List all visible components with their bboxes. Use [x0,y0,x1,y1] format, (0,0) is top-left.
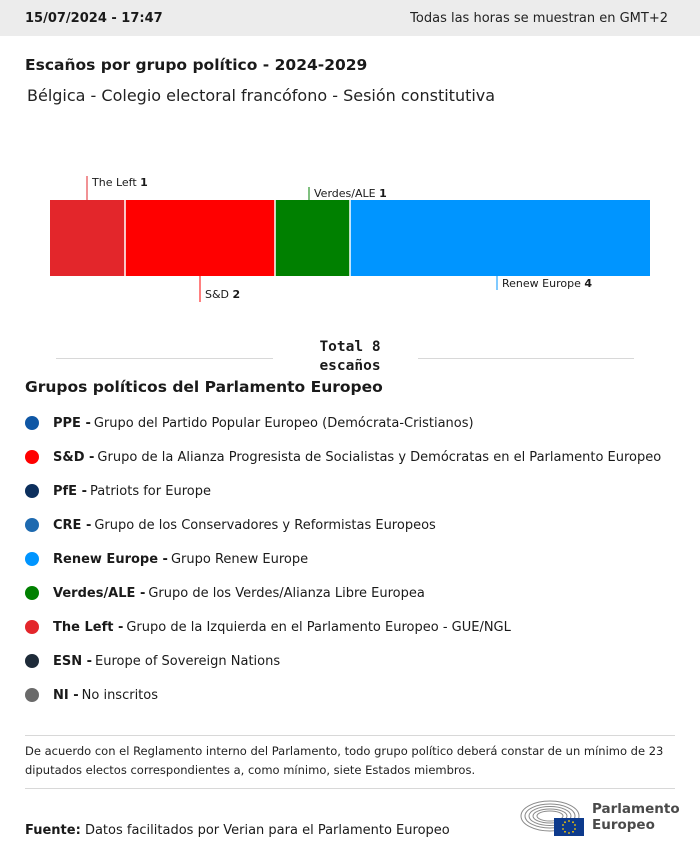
legend-item [25,678,661,712]
legend-abbr: The Left - [53,619,124,635]
ep-logo[interactable] [520,798,680,836]
seats-bar-chart [0,160,700,310]
datetime: 15/07/2024 - 17:47 [25,10,163,26]
logo-line1: Parlamento [592,801,680,817]
legend-item [25,440,661,474]
legend-dot [25,654,39,668]
legend-dot [25,586,39,600]
total-label [270,338,430,376]
bar-segment-verdes-ale [275,200,350,276]
legend-item [25,610,661,644]
legend-name: Patriots for Europe [90,483,211,499]
divider-bottom [25,788,675,789]
bar-segment-the-left [50,200,125,276]
top-bar [0,0,700,36]
legend-abbr: Verdes/ALE - [53,585,146,601]
total-rule-left [56,358,273,359]
divider-top [25,735,675,736]
rules-note: De acuerdo con el Reglamento interno del Parlamento, todo grupo político deberá constar de un mínimo de 23 diputados electos correspondientes a, como mínimo, siete Estados miembros. [25,744,664,777]
logo-text [592,801,680,833]
data-label-verdes-ale: Verdes/ALE 1 [314,187,387,200]
legend-list [25,406,661,712]
logo-line2: Europeo [592,817,655,833]
legend-abbr: ESN - [53,653,93,669]
total-line2: escaños [319,358,381,374]
legend-item [25,644,661,678]
bar-segment-renew-europe [350,200,650,276]
legend-dot [25,484,39,498]
legend-item [25,508,661,542]
legend-dot [25,552,39,566]
legend-name: Grupo de los Verdes/Alianza Libre Europea [148,585,425,601]
legend-dot [25,688,39,702]
timezone-note: Todas las horas se muestran en GMT+2 [410,10,668,26]
legend-dot [25,450,39,464]
legend-abbr: NI - [53,687,79,703]
legend-abbr: PfE - [53,483,87,499]
legend-name: Grupo de la Izquierda en el Parlamento Europeo - GUE/NGL [126,619,511,635]
bar-segment-s-d [125,200,275,276]
legend-name: Grupo de la Alianza Progresista de Socialistas y Demócratas en el Parlamento Europeo [97,449,662,465]
legend-item [25,542,661,576]
data-label-s-d: S&D 2 [205,288,241,301]
legend-abbr: Renew Europe - [53,551,168,567]
source-label: Fuente: [25,823,81,838]
total-line1: Total 8 [319,339,381,355]
legend-abbr: CRE - [53,517,92,533]
chart-title: Escaños por grupo político - 2024-2029 [25,56,368,74]
source-text: Datos facilitados por Verian para el Parlamento Europeo [84,823,450,838]
total-rule-right [418,358,634,359]
legend-item [25,474,661,508]
source-line [25,823,450,838]
data-label-renew-europe: Renew Europe 4 [502,277,592,290]
legend-title: Grupos políticos del Parlamento Europeo [25,378,383,396]
european-parliament-logo-icon [520,798,586,836]
legend-abbr: S&D - [53,449,95,465]
chart-subtitle: Bélgica - Colegio electoral francófono - Sesión constitutiva [27,86,496,105]
legend-name: Grupo Renew Europe [170,551,309,567]
legend-name: No inscritos [81,687,159,703]
total-seats [56,338,634,374]
legend-dot [25,416,39,430]
legend-dot [25,518,39,532]
legend-item [25,576,661,610]
legend-item [25,406,661,440]
legend-abbr: PPE - [53,415,91,431]
legend-name: Grupo del Partido Popular Europeo (Demócrata-Cristianos) [93,415,474,431]
data-label-the-left: The Left 1 [92,176,148,189]
legend-name: Europe of Sovereign Nations [95,653,281,669]
legend-name: Grupo de los Conservadores y Reformistas Europeos [94,517,436,533]
legend-dot [25,620,39,634]
